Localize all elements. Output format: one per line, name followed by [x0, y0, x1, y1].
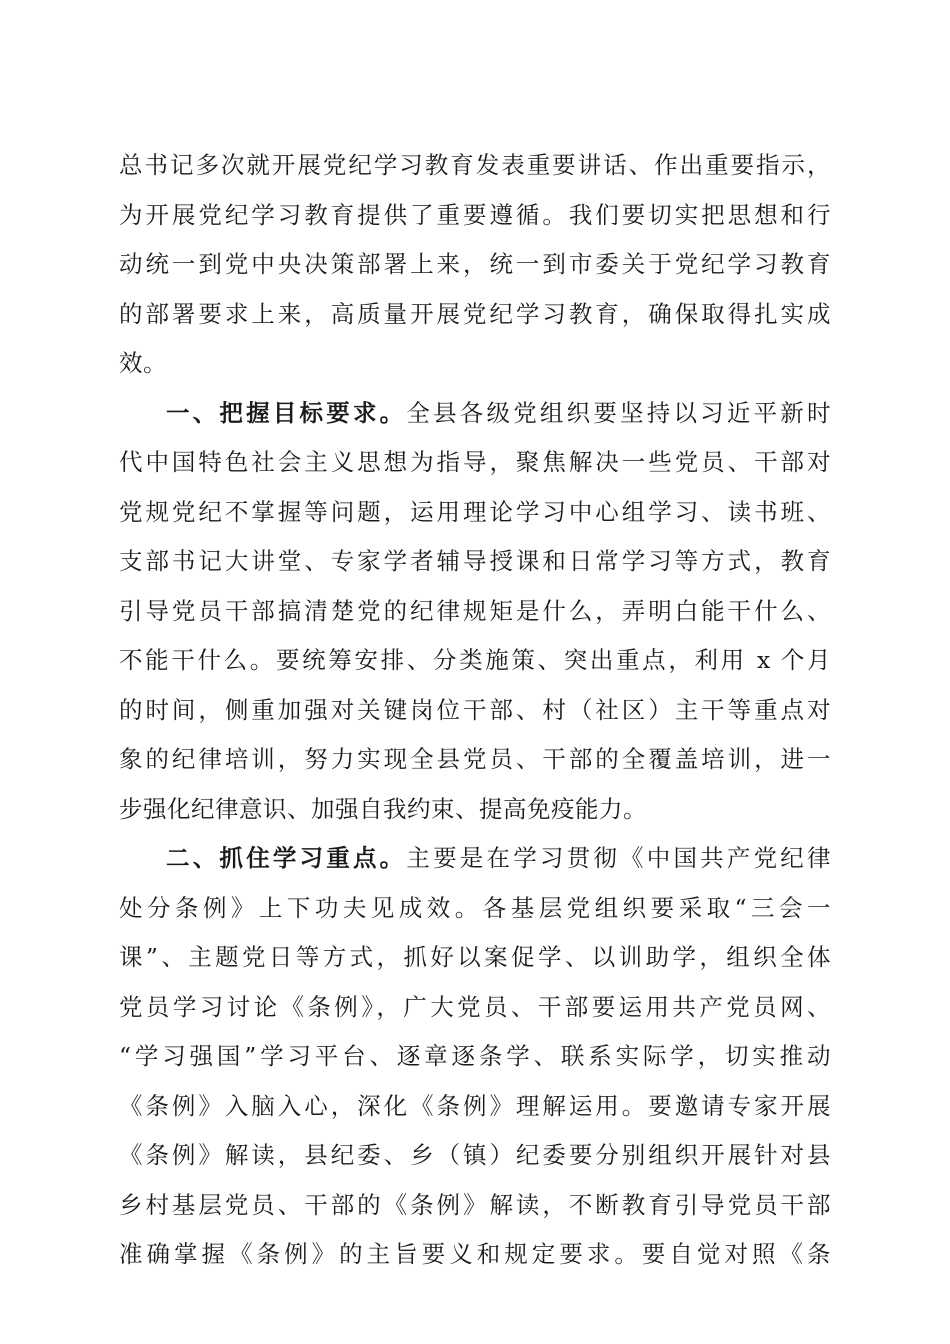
- heading-line-text: 主要是在学习贯彻《中国共产党纪律: [406, 844, 831, 872]
- text-line: 支部书记大讲堂、专家学者辅导授课和日常学习等方式，教育: [119, 547, 831, 575]
- text-line: 课”、主题党日等方式，抓好以案促学、以训助学，组织全体: [119, 943, 831, 971]
- paragraph-study-focus: [119, 834, 831, 1280]
- text-line: 《条例》入脑入心，深化《条例》理解运用。要邀请专家开展: [119, 1091, 831, 1120]
- text-line: 乡村基层党员、干部的《条例》解读，不断教育引导党员干部: [119, 1190, 831, 1219]
- text-line: 准确掌握《条例》的主旨要义和规定要求。要自觉对照《条: [119, 1240, 831, 1268]
- paragraph-intro: [119, 141, 831, 389]
- text-line: 的部署要求上来，高质量开展党纪学习教育，确保取得扎实成: [119, 299, 831, 328]
- text-line: 动统一到党中央决策部署上来，统一到市委关于党纪学习教育: [119, 250, 831, 278]
- text-line: 为开展党纪学习教育提供了重要遵循。我们要切实把思想和行: [119, 200, 831, 229]
- section-heading: 一、把握目标要求。: [166, 398, 407, 427]
- text-line: 不能干什么。要统筹安排、分类施策、突出重点，利用 x 个月: [119, 646, 831, 674]
- text-line: 总书记多次就开展党纪学习教育发表重要讲话、作出重要指示，: [119, 151, 831, 179]
- text-line: 党员学习讨论《条例》，广大党员、干部要运用共产党员网、: [119, 992, 831, 1021]
- paragraph-target-requirements: [119, 389, 831, 835]
- text-line: 象的纪律培训，努力实现全县党员、干部的全覆盖培训，进一: [119, 745, 831, 773]
- text-line: 处分条例》上下功夫见成效。各基层党组织要采取“三会一: [119, 893, 831, 922]
- heading-line-text: 全县各级党组织要坚持以习近平新时: [406, 398, 831, 427]
- text-line: “学习强国”学习平台、逐章逐条学、联系实际学，切实推动: [119, 1042, 831, 1070]
- text-line: 代中国特色社会主义思想为指导，聚焦解决一些党员、干部对: [119, 448, 831, 476]
- document-body: [119, 141, 831, 1280]
- text-line: 步强化纪律意识、加强自我约束、提高免疫能力。: [119, 794, 647, 823]
- text-line: [119, 834, 831, 884]
- text-line: 《条例》解读，县纪委、乡（镇）纪委要分别组织开展针对县: [119, 1141, 831, 1169]
- text-line: 效。: [119, 349, 167, 377]
- text-line: 引导党员干部搞清楚党的纪律规矩是什么，弄明白能干什么、: [119, 596, 831, 625]
- section-heading: 二、抓住学习重点。: [166, 844, 407, 872]
- text-line: [119, 389, 831, 439]
- text-line: 的时间，侧重加强对关键岗位干部、村（社区）主干等重点对: [119, 695, 831, 724]
- text-line: 党规党纪不掌握等问题，运用理论学习中心组学习、读书班、: [119, 497, 831, 526]
